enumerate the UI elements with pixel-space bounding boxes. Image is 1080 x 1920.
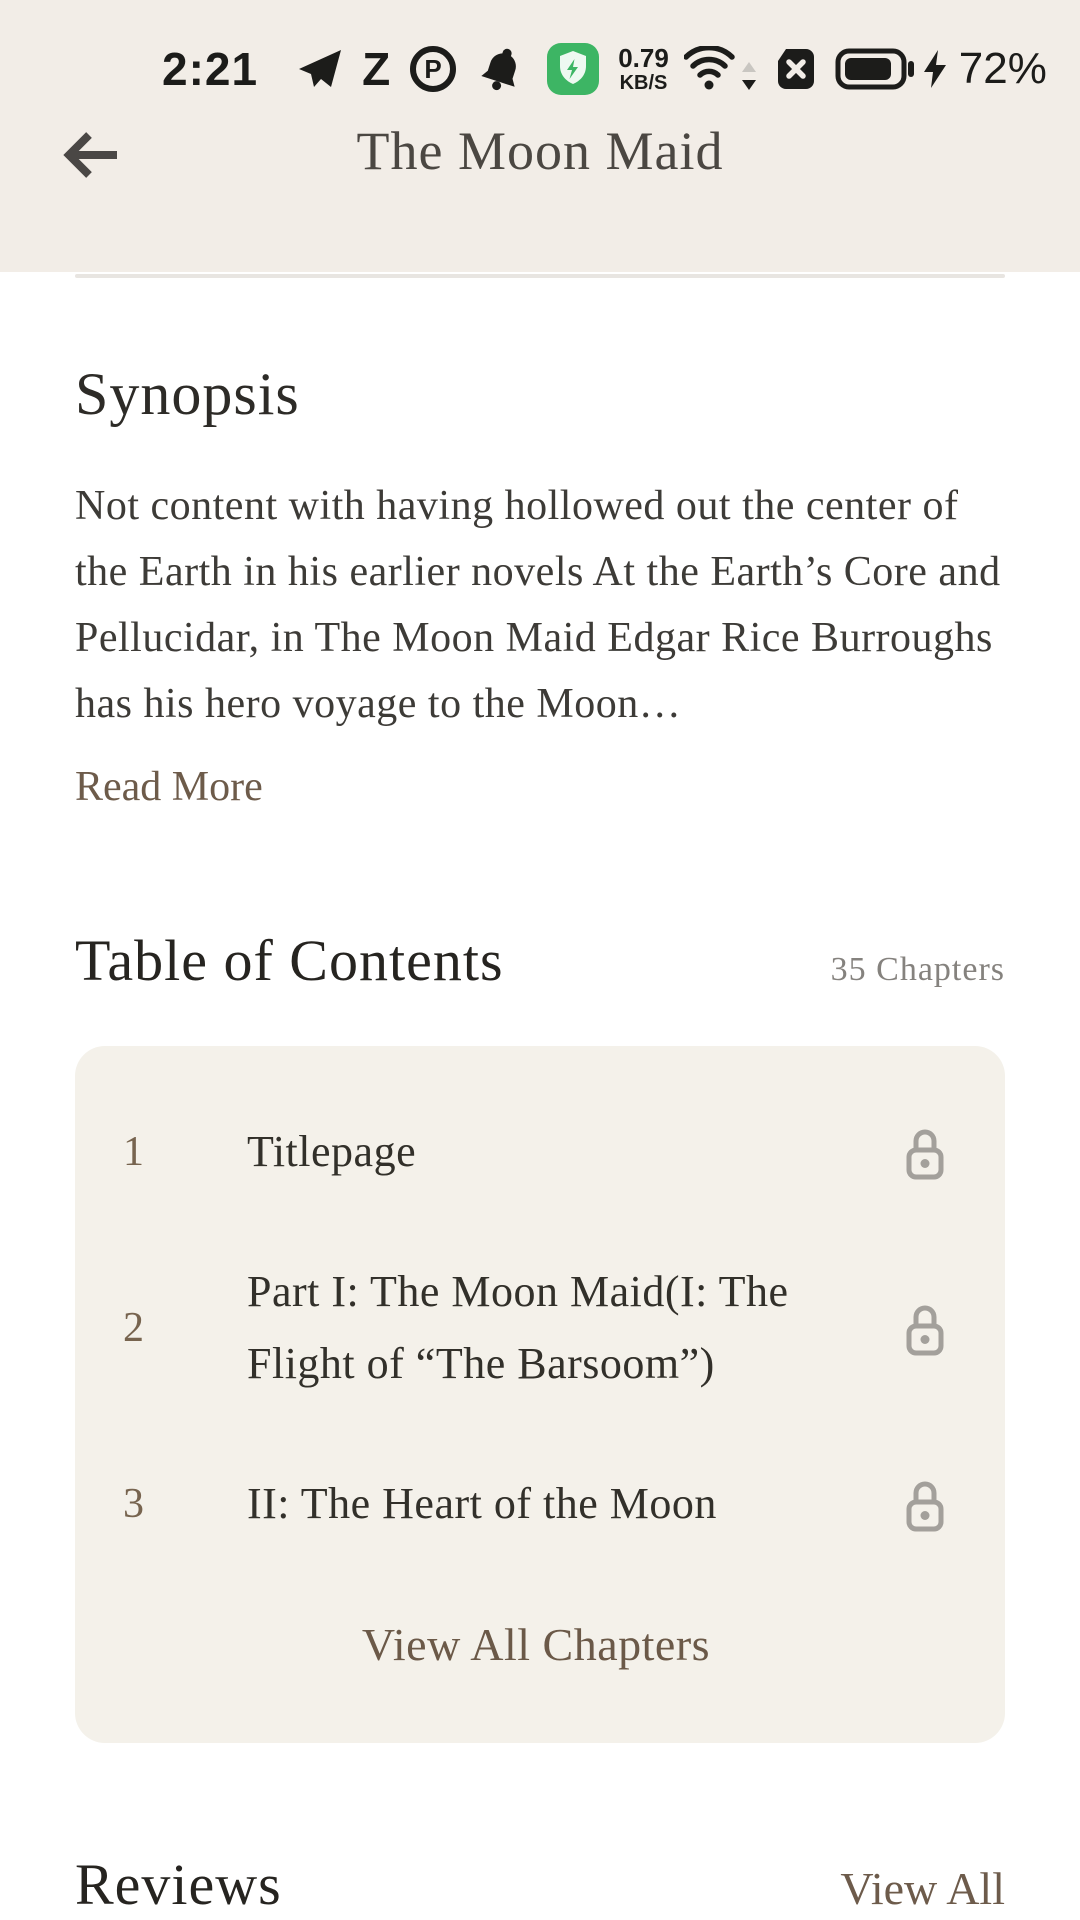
telegram-icon [296,45,344,93]
status-bar-right [618,44,1047,94]
battery-icon [835,48,915,90]
chapter-row-1[interactable] [123,1082,949,1222]
network-speed-unit: KB/S [619,72,668,94]
chapter-title: II: The Heart of the Moon [247,1479,717,1528]
top-bar-area [0,0,1080,272]
traffic-arrows-icon [741,58,757,94]
chapter-title: Part I: The Moon Maid(I: The Flight of “The Barsoom”) [247,1267,789,1388]
chapter-count-label: 35 Chapters [830,951,1005,988]
wifi-icon [684,46,736,92]
lock-icon [901,1123,949,1181]
z-app-icon: Z [362,43,391,95]
shield-app-icon [546,42,600,96]
chapter-number: 2 [123,1305,144,1351]
chapter-row-3[interactable] [123,1434,949,1574]
pinterest-icon [408,44,458,94]
view-all-chapters-button[interactable]: View All Chapters [123,1574,949,1743]
chapter-row-2[interactable] [123,1222,949,1434]
table-of-contents-card [75,1046,1005,1743]
reviews-view-all-link[interactable]: View All [840,1863,1005,1914]
reviews-heading: Reviews [75,1852,282,1917]
book-detail-content [0,274,1080,1920]
charging-bolt-icon [922,48,948,90]
chapter-number: 3 [123,1481,144,1527]
reviews-header [75,1851,1005,1918]
chapter-number: 1 [123,1129,144,1175]
network-speed-indicator [618,45,669,93]
header-divider [75,274,1005,278]
header [0,112,1080,232]
network-speed-value: 0.79 [618,43,669,73]
table-of-contents-heading: Table of Contents [75,928,504,993]
page-title: The Moon Maid [356,121,724,181]
sim-missing-icon [772,45,820,93]
svg-text:P: P [424,54,442,84]
read-more-link[interactable]: Read More [75,764,263,810]
synopsis-text: Not content with having hollowed out the center of the Earth in his earlier novels At the Earth’s Core and Pellucidar, in The Moon Maid Edgar Rice Burroughs has his hero voyage to the Moon… [75,483,1001,727]
battery-percent: 72% [958,44,1047,93]
table-of-contents-header [75,927,1005,994]
bell-icon [476,43,528,95]
chapter-title: Titlepage [247,1127,417,1176]
status-bar [0,0,1080,112]
synopsis-heading: Synopsis [75,361,300,427]
lock-icon [901,1299,949,1357]
lock-icon [901,1475,949,1533]
status-time: 2:21 [162,43,259,95]
